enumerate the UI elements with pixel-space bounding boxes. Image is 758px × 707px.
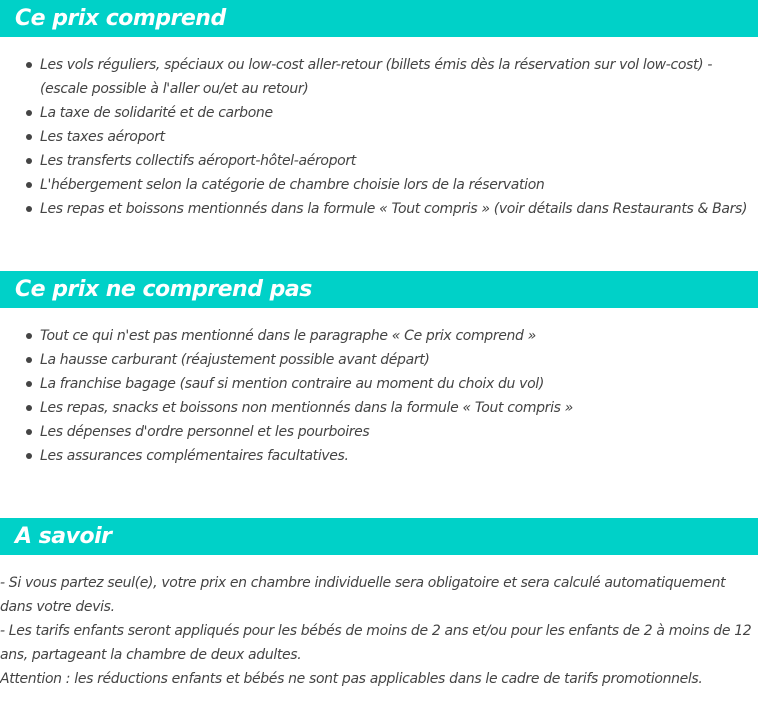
bullet-icon xyxy=(26,134,32,140)
section-header-good-to-know xyxy=(0,518,758,555)
list-item: La taxe de solidarité et de carbone xyxy=(24,101,758,125)
list-item: Les transferts collectifs aéroport-hôtel-aéroport xyxy=(24,149,758,173)
list-item: Tout ce qui n'est pas mentionné dans le paragraphe « Ce prix comprend » xyxy=(24,324,758,348)
list-item: L'hébergement selon la catégorie de chambre choisie lors de la réservation xyxy=(24,173,758,197)
paragraph: - Les tarifs enfants seront appliqués pour les bébés de moins de 2 ans et/ou pour les enfants de 2 à moins de 12 ans, partageant la chambre de deux adultes. xyxy=(0,623,752,663)
section-title: Ce prix comprend xyxy=(15,6,226,31)
bullet-icon xyxy=(26,333,32,339)
section-header-not-included xyxy=(0,271,758,308)
paragraph: Attention : les réductions enfants et bébés ne sont pas applicables dans le cadre de tarifs promotionnels. xyxy=(0,671,703,687)
good-to-know-text xyxy=(0,571,758,691)
section-good-to-know xyxy=(0,518,758,691)
included-list xyxy=(0,53,758,221)
bullet-icon xyxy=(26,429,32,435)
section-header-included xyxy=(0,0,758,37)
bullet-icon xyxy=(26,62,32,68)
list-item: La hausse carburant (réajustement possible avant départ) xyxy=(24,348,758,372)
list-item: Les taxes aéroport xyxy=(24,125,758,149)
bullet-icon xyxy=(26,381,32,387)
bullet-icon xyxy=(26,182,32,188)
bullet-icon xyxy=(26,453,32,459)
bullet-icon xyxy=(26,158,32,164)
section-not-included xyxy=(0,271,758,468)
bullet-icon xyxy=(26,206,32,212)
list-item: Les repas et boissons mentionnés dans la formule « Tout compris » (voir détails dans Restaurants & Bars) xyxy=(24,197,758,221)
list-item: Les vols réguliers, spéciaux ou low-cost aller-retour (billets émis dès la réservation sur vol low-cost) - (escale possible à l'aller ou/et au retour) xyxy=(24,53,758,101)
list-item: Les repas, snacks et boissons non mentionnés dans la formule « Tout compris » xyxy=(24,396,758,420)
section-title: A savoir xyxy=(15,524,112,549)
paragraph: - Si vous partez seul(e), votre prix en chambre individuelle sera obligatoire et sera calculé automatiquement dans votre devis. xyxy=(0,575,726,615)
section-included xyxy=(0,0,758,221)
bullet-icon xyxy=(26,357,32,363)
list-item: Les dépenses d'ordre personnel et les pourboires xyxy=(24,420,758,444)
section-title: Ce prix ne comprend pas xyxy=(15,277,312,302)
list-item: La franchise bagage (sauf si mention contraire au moment du choix du vol) xyxy=(24,372,758,396)
bullet-icon xyxy=(26,110,32,116)
not-included-list xyxy=(0,324,758,468)
list-item: Les assurances complémentaires facultatives. xyxy=(24,444,758,468)
bullet-icon xyxy=(26,405,32,411)
